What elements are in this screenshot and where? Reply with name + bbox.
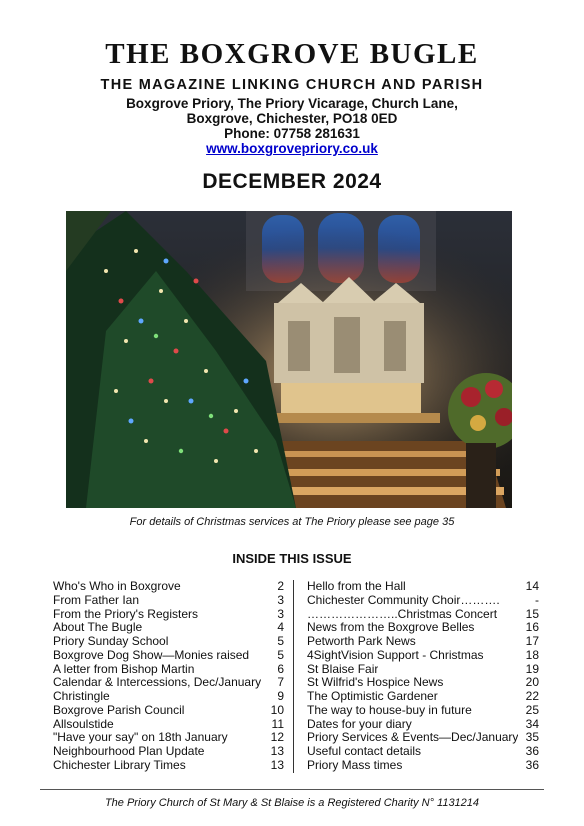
- column-divider: [293, 580, 294, 773]
- footer-rule: [40, 789, 544, 790]
- contents-item: From the Priory's Registers 3: [53, 606, 284, 621]
- contents-item: St Wilfrid's Hospice News 20: [307, 675, 539, 690]
- charity-footer: The Priory Church of St Mary & St Blaise is a Registered Charity N° 1131214: [104, 797, 480, 809]
- contents-item: About The Bugle 4: [53, 620, 284, 635]
- contents-item: Boxgrove Parish Council 10: [53, 702, 284, 717]
- contents-item: …………………..Christmas Concert 15: [307, 606, 539, 621]
- contents-heading: INSIDE THIS ISSUE: [232, 551, 352, 566]
- contents-item: A letter from Bishop Martin 6: [53, 661, 284, 676]
- contents-right-column: [307, 580, 539, 773]
- phone-number: Phone: 07758 281631: [224, 126, 360, 141]
- issue-date: DECEMBER 2024: [202, 170, 382, 193]
- contents-item: Christingle 9: [53, 689, 284, 703]
- contents-item: News from the Boxgrove Belles 16: [307, 620, 539, 635]
- cover-photo: [66, 211, 512, 508]
- address-line-2: Boxgrove, Chichester, PO18 0ED: [186, 111, 398, 126]
- contents-item: Priory Mass times 36: [307, 757, 539, 772]
- contents-item: Dates for your diary 34: [307, 716, 539, 731]
- magazine-title: THE BOXGROVE BUGLE: [105, 38, 479, 70]
- website-link[interactable]: www.boxgrovepriory.co.uk: [206, 141, 378, 156]
- contents-left-column: [53, 580, 284, 773]
- contents-item: The Optimistic Gardener 22: [307, 689, 539, 703]
- contents-item: Allsoulstide 11: [53, 716, 284, 731]
- church-interior-christmas-tree-photo: [66, 211, 512, 508]
- contents-item: The way to house-buy in future 25: [307, 702, 539, 717]
- contents-item: Petworth Park News 17: [307, 634, 539, 648]
- address-line-1: Boxgrove Priory, The Priory Vicarage, Church Lane,: [126, 96, 458, 111]
- contents-item: Chichester Community Choir………. -: [307, 592, 539, 607]
- contents-item: Priory Services & Events—Dec/January 35: [307, 730, 539, 745]
- contents-item: Chichester Library Times 13: [53, 757, 284, 772]
- magazine-subtitle: THE MAGAZINE LINKING CHURCH AND PARISH: [100, 77, 484, 93]
- contents-item: Calendar & Intercessions, Dec/January 7: [53, 675, 284, 690]
- contents-item: Who's Who in Boxgrove 2: [53, 579, 284, 593]
- contents-item: Neighbourhood Plan Update 13: [53, 744, 284, 758]
- contents-item: St Blaise Fair 19: [307, 661, 539, 676]
- contents-item: From Father Ian 3: [53, 592, 284, 607]
- contents-item: "Have your say" on 18th January 12: [53, 730, 284, 745]
- photo-caption: For details of Christmas services at The Priory please see page 35: [129, 516, 455, 528]
- contents-item: Hello from the Hall 14: [307, 579, 539, 593]
- contents-item: 4SightVision Support - Christmas 18: [307, 647, 539, 662]
- contents-item: Useful contact details 36: [307, 744, 539, 758]
- contents-item: Boxgrove Dog Show—Monies raised 5: [53, 647, 284, 662]
- contents-item: Priory Sunday School 5: [53, 634, 284, 648]
